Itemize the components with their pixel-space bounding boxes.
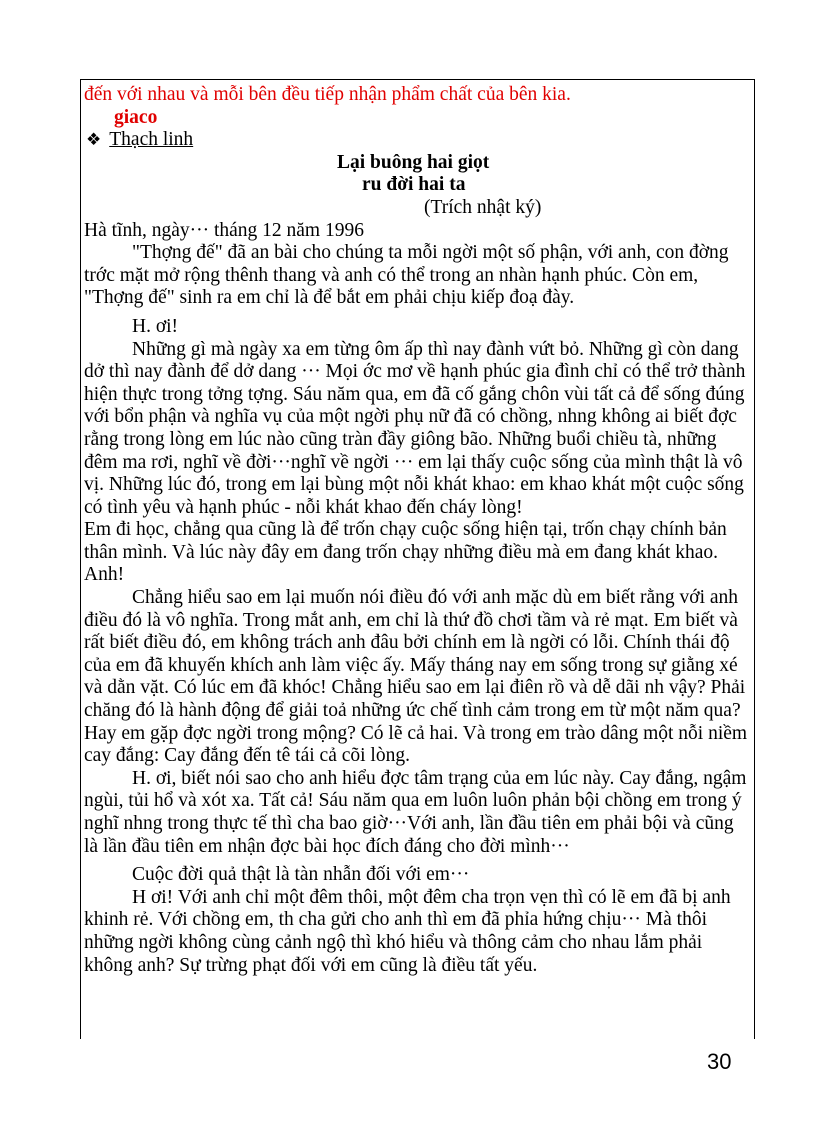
paragraph-6: Chẳng hiểu sao em lại muốn nói điều đó với anh mặc dù em biết rằng với anh điều đó là vô nghĩa. Trong mắt anh, em chỉ là thứ đồ chơi tầm và rẻ mạt. Em biết và rất biết điều đó, em không trách anh đâu bởi chính em là ngời có lỗi. Chính thái độ của em đã khuyến khích anh làm việc ấy. Mấy tháng nay em sống trong sự giằng xé và dằn vặt. Có lúc em đã khóc! Chẳng hiểu sao em lại điên rồ và dễ dãi nh vậy? Phải chăng đó là hành động để giải toả những ức chế tình cảm trong em từ một năm qua? Hay em gặp đợc ngời trong mộng? Có lẽ cả hai. Và trong em trào dâng một nỗi niềm cay đắng: Cay đắng đến tê tái cả cõi lòng.	[84, 587, 748, 767]
paragraph-4: Em đi học, chẳng qua cũng là để trốn chạy cuộc sống hiện tại, trốn chạy chính bản thân mình. Và lúc này đây em đang trốn chạy những điều mà em đang khát khao.	[84, 519, 727, 563]
diamond-bullet-icon: ❖	[86, 130, 102, 150]
subtitle: (Trích nhật ký)	[424, 196, 542, 218]
paragraph-3: Những gì mà ngày xa em từng ôm ấp thì nay đành vứt bỏ. Những gì còn dang dở thì nay đành để dở dang ··· Mọi ớc mơ về hạnh phúc gia đình chỉ có thể trở thành hiện thực trong tởng tợng. Sáu năm qua, em đã cố gắng chôn vùi tất cả để sống đúng với bổn phận và nghĩa vụ của một ngời phụ nữ đã có chồng, nhng không ai biết đợc rằng trong lòng em lúc nào cũng tràn đầy giông bão. Những buổi chiều tà, những đêm ma rơi, nghĩ về đời···nghĩ về ngời ··· em lại thấy cuộc sống của mình thật là vô vị. Những lúc đó, trong em lại bùng một nỗi khát khao: em khao khát một cuộc sống có tình yêu và hạnh phúc - nỗi khát khao đến cháy lòng!	[84, 338, 746, 518]
paragraph-7: H. ơi, biết nói sao cho anh hiểu đợc tâm trạng của em lúc này. Cay đắng, ngậm ngùi, tủi hổ và xót xa. Tất cả! Sáu năm qua em luôn luôn phản bội chồng em trong ý nghĩ nhng trong thực tế thì cha bao giờ···Với anh, lần đầu tiên em phải bội và cũng là lần đầu tiên em nhận đợc bài học đích đáng cho đời mình···	[84, 767, 747, 857]
section-heading	[84, 129, 750, 152]
section-title: Thạch linh	[109, 129, 194, 151]
paragraph-1: "Thợng đế" đã an bài cho chúng ta mỗi ngời một số phận, với anh, con đờng trớc mặt mở rộng thênh thang và anh có thể trong an nhàn hạnh phúc. Còn em, "Thợng đế" sinh ra em chỉ là để bắt em phải chịu kiếp đoạ đày.	[84, 242, 729, 309]
date-line: Hà tĩnh, ngày··· tháng 12 năm 1996	[84, 219, 364, 241]
giaco-label: giaco	[114, 106, 158, 128]
paragraph-5: Anh!	[84, 564, 125, 586]
paragraph-8: Cuộc đời quả thật là tàn nhẫn đối với em···	[132, 864, 470, 886]
red-intro-line: đến với nhau và mỗi bên đều tiếp nhận phẩm chất của bên kia.	[84, 84, 571, 105]
document-content	[84, 84, 750, 977]
page-number: 30	[707, 1049, 732, 1074]
poem-title-line2: ru đời hai ta	[362, 174, 466, 196]
poem-title-line1: Lại buông hai giọt	[337, 151, 490, 173]
paragraph-2: H. ơi!	[132, 315, 179, 337]
paragraph-9: H ơi! Với anh chỉ một đêm thôi, một đêm cha trọn vẹn thì có lẽ em đã bị anh khinh rẻ. Với chồng em, th cha gửi cho anh thì em đã phỉa hứng chịu··· Mà thôi những ngời không cùng cảnh ngộ thì khó hiểu và thông cảm cho nhau lắm phải không anh? Sự trừng phạt đối với em cũng là điều tất yếu.	[84, 886, 731, 976]
